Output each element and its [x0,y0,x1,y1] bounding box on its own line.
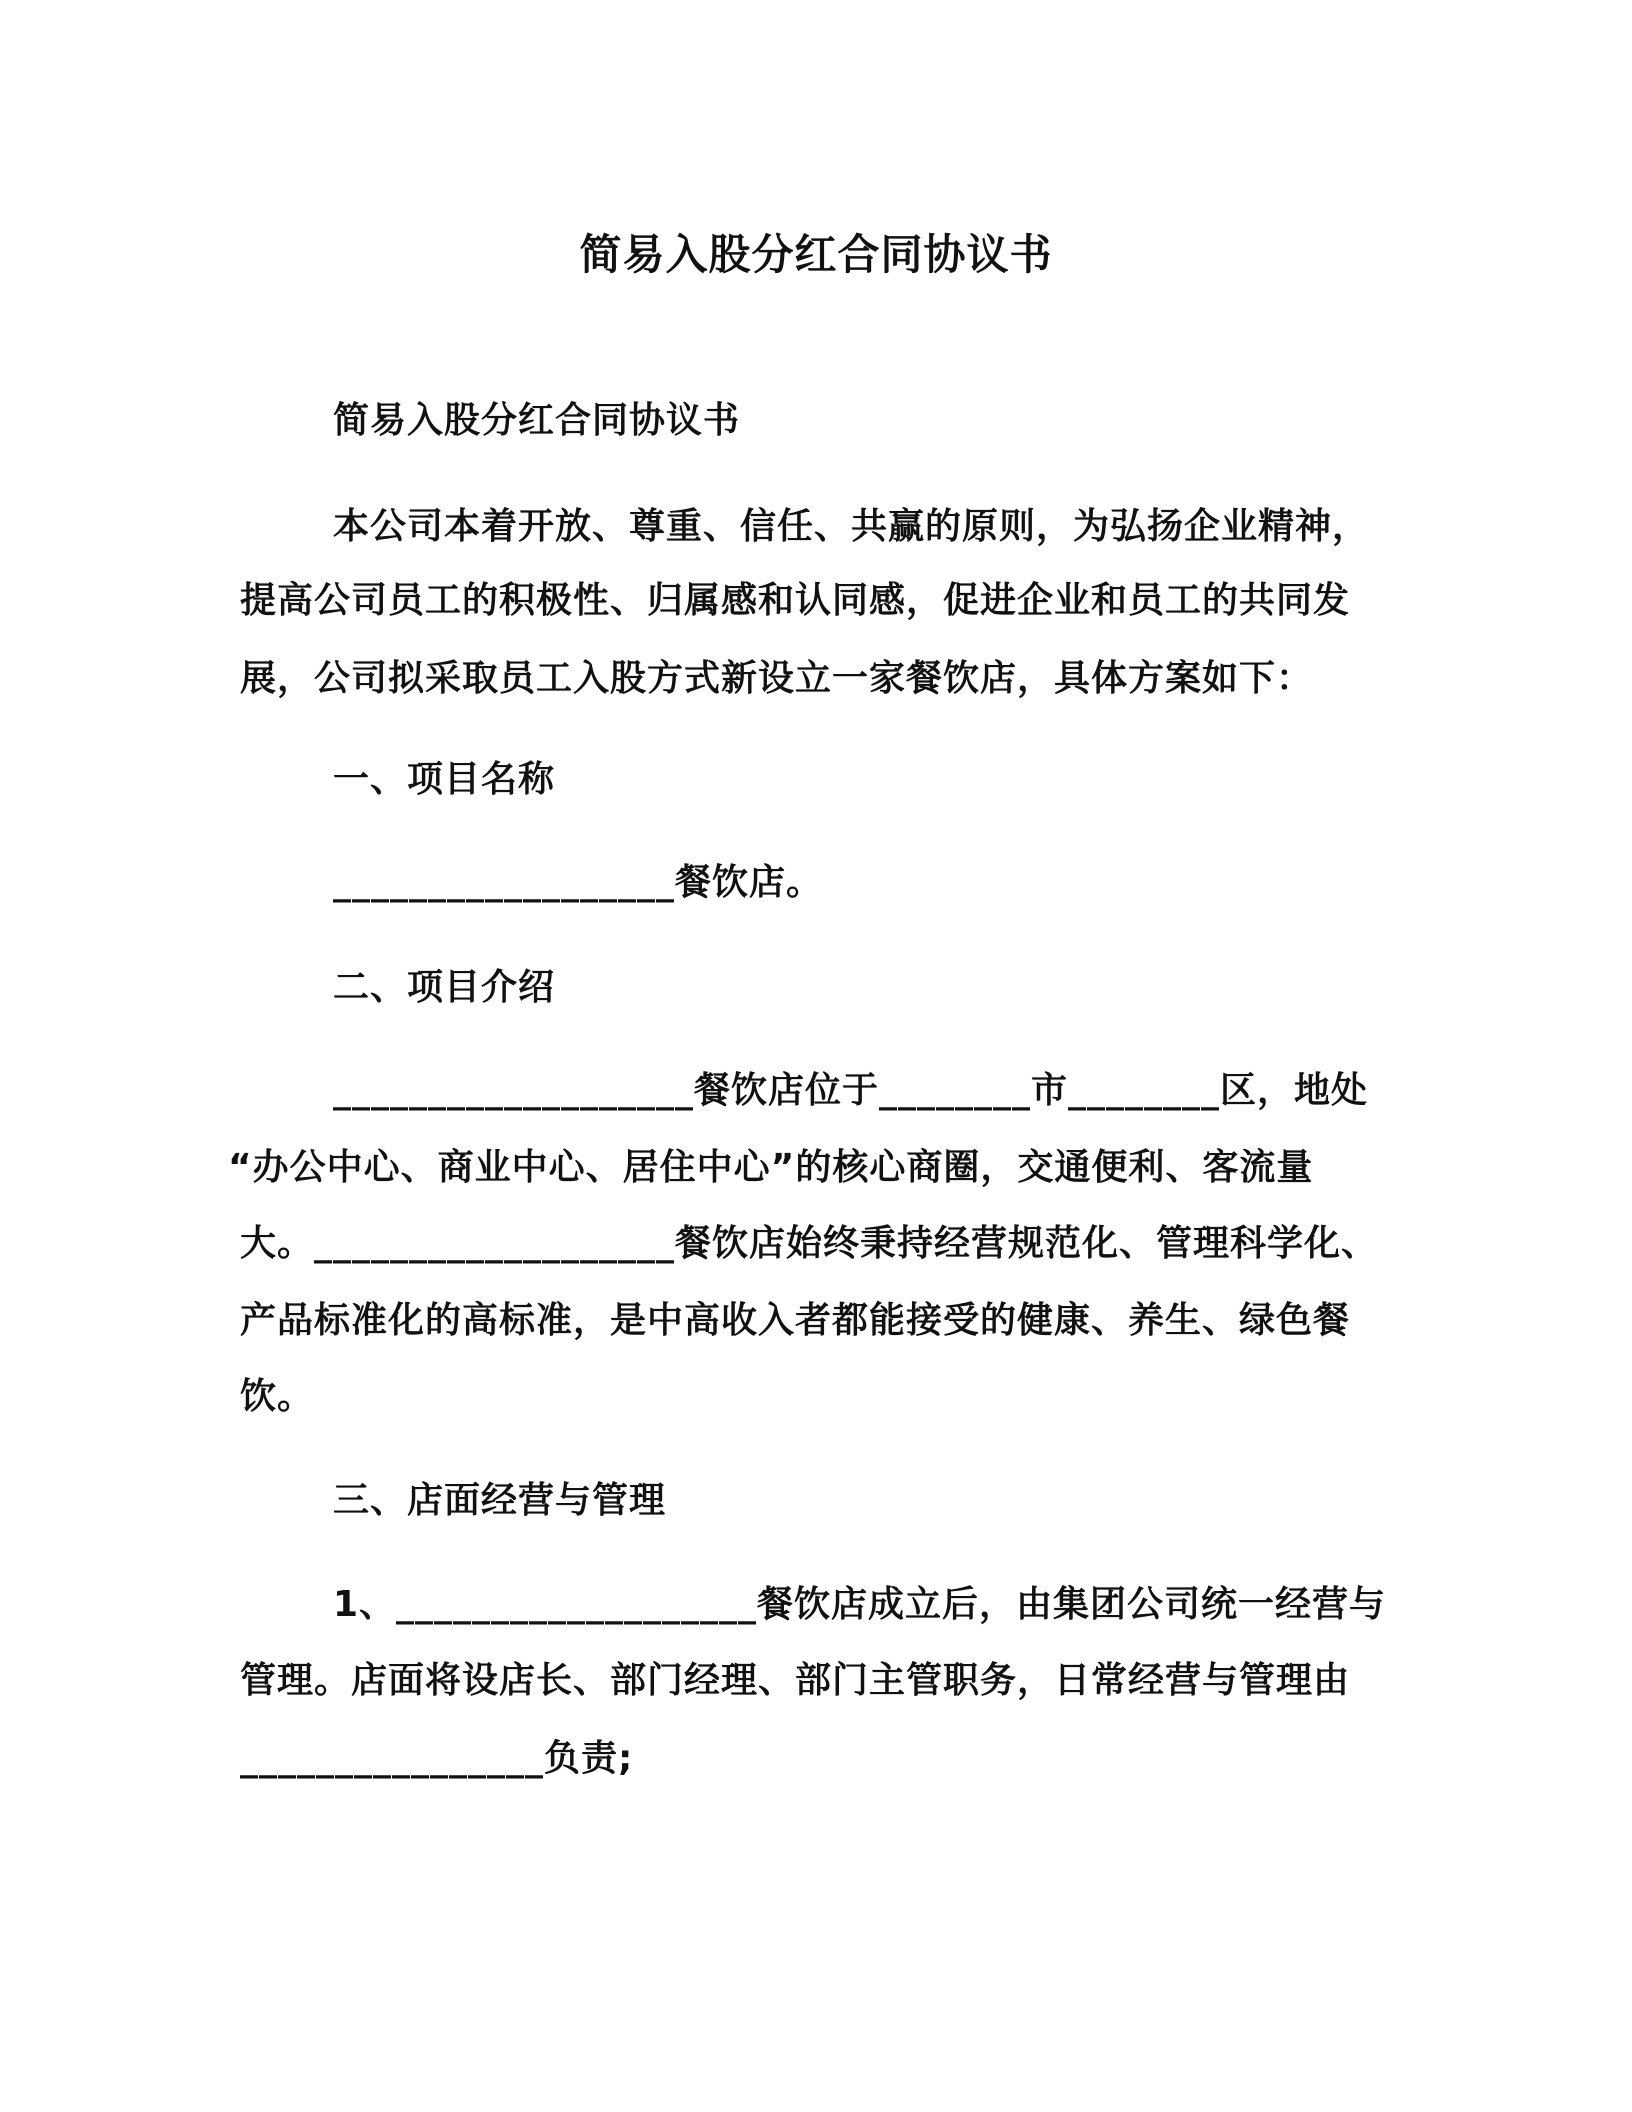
paragraph-line: 展，公司拟采取员工入股方式新设立一家餐饮店，具体方案如下： [240,658,1314,699]
paragraph-line: 产品标准化的高标准，是中高收入者都能接受的健康、养生、绿色餐 [240,1300,1351,1341]
paragraph-line: 大。___________________餐饮店始终秉持经营规范化、管理科学化、 [240,1223,1379,1264]
paragraph-line: “办公中心、商业中心、居住中心”的核心商圈，交通便利、客流量 [228,1147,1314,1188]
section-heading: 一、项目名称 [333,759,556,800]
paragraph-line: 饮。 [240,1376,315,1417]
subtitle: 简易入股分红合同协议书 [333,400,741,441]
paragraph-line: ___________________餐饮店位于________市________区，地处 [333,1070,1369,1111]
section-heading: 二、项目介绍 [333,967,556,1008]
paragraph-line: 管理。店面将设店长、部门经理、部门主管职务，日常经营与管理由 [240,1660,1351,1701]
section-heading: 三、店面经营与管理 [333,1480,667,1521]
paragraph-line: 本公司本着开放、尊重、信任、共赢的原则，为弘扬企业精神， [333,506,1370,547]
paragraph-line: ________________负责; [240,1738,634,1779]
paragraph-line: 提高公司员工的积极性、归属感和认同感，促进企业和员工的共同发 [240,580,1351,621]
document-title: 简易入股分红合同协议书 [579,230,1053,279]
paragraph-line: 1、___________________餐饮店成立后，由集团公司统一经营与 [333,1584,1387,1625]
paragraph-line: __________________餐饮店。 [333,862,824,903]
